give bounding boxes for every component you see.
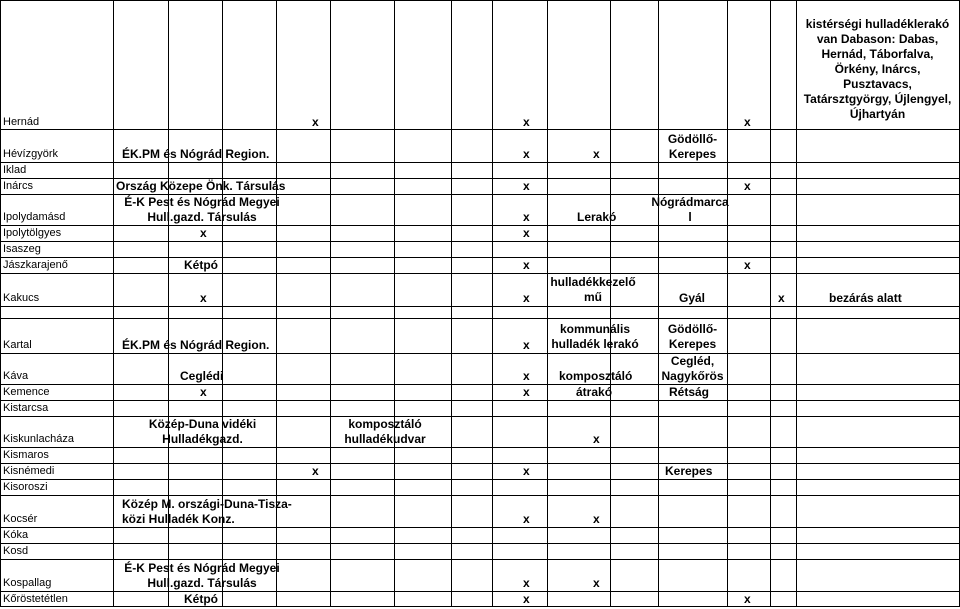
row-name: Kemence xyxy=(3,386,50,398)
mark-x: x xyxy=(312,464,319,478)
org: ÉK.PM és Nógrád Region. xyxy=(122,338,270,352)
org: Közép-Duna vidéki Hulladékgazd. xyxy=(148,417,257,446)
row-name: Kőröstetétlen xyxy=(3,593,68,605)
note: kistérségi hulladéklerakó van Dabason: Dabas, Hernád, Táborfalva, Örkény, Inárcs, Pusztavacs, Tatársztgyörgy, Újlengyel, Újhartyán xyxy=(803,17,952,121)
row-name: Jászkarajenő xyxy=(3,259,68,271)
org: Közép M. országi-Duna-Tisza- közi Hulladék Konz. xyxy=(122,497,292,526)
mark-x: x xyxy=(523,147,530,161)
type: komposztáló xyxy=(559,369,633,383)
component: komposztáló hulladékudvar xyxy=(344,417,426,446)
note: bezárás alatt xyxy=(829,291,902,305)
mark-x: x xyxy=(523,179,530,193)
place: Nógrádmarca l xyxy=(651,195,729,224)
org: Kétpó xyxy=(184,592,218,606)
mark-x: x xyxy=(744,258,751,272)
mark-x: x xyxy=(523,369,530,383)
row-name: Isaszeg xyxy=(3,243,41,255)
mark-x: x xyxy=(593,512,600,526)
row-name: Kisnémedi xyxy=(3,465,55,477)
row-name: Kosd xyxy=(3,545,29,557)
org: ÉK.PM és Nógrád Region. xyxy=(122,147,270,161)
mark-x: x xyxy=(200,226,207,240)
place: Cegléd, Nagykőrös xyxy=(661,354,724,383)
row-name: Inárcs xyxy=(3,180,33,192)
org: Kétpó xyxy=(184,258,218,272)
mark-x: x xyxy=(523,576,530,590)
mark-x: x xyxy=(523,592,530,606)
mark-x: x xyxy=(523,512,530,526)
row-name: Hévízgyörk xyxy=(3,148,59,160)
org: Ország Közepe Önk. Társulás xyxy=(116,179,286,193)
place: Kerepes xyxy=(665,464,713,478)
mark-x: x xyxy=(523,258,530,272)
row-name: Kartal xyxy=(3,339,32,351)
place: Rétság xyxy=(669,385,710,399)
mark-x: x xyxy=(200,291,207,305)
row-name: Hernád xyxy=(3,116,40,128)
mark-x: x xyxy=(744,592,751,606)
row-name: Ipolydamásd xyxy=(3,211,66,223)
mark-x: x xyxy=(744,115,751,129)
type: kommunális hulladék lerakó xyxy=(551,322,639,351)
org: Ceglédi xyxy=(180,369,224,383)
row-name: Kistarcsa xyxy=(3,402,49,414)
mark-x: x xyxy=(593,147,600,161)
type: hulladékkezelő mű xyxy=(550,275,636,304)
mark-x: x xyxy=(523,291,530,305)
row-name: Káva xyxy=(3,370,29,382)
place: Gödöllő- Kerepes xyxy=(667,132,718,161)
mark-x: x xyxy=(523,210,530,224)
mark-x: x xyxy=(523,338,530,352)
place: Gödöllő- Kerepes xyxy=(667,322,718,351)
org: É-K Pest és Nógrád Megyei Hull.gazd. Társulás xyxy=(124,195,280,224)
mark-x: x xyxy=(523,115,530,129)
mark-x: x xyxy=(744,179,751,193)
type: átrakó xyxy=(576,385,613,399)
row-name: Kismaros xyxy=(3,449,49,461)
place: Gyál xyxy=(679,291,706,305)
row-name: Kisoroszi xyxy=(3,481,48,493)
row-name: Kóka xyxy=(3,529,29,541)
mark-x: x xyxy=(200,385,207,399)
row-name: Kospallag xyxy=(3,577,52,589)
mark-x: x xyxy=(523,226,530,240)
mark-x: x xyxy=(523,464,530,478)
row-name: Kakucs xyxy=(3,292,40,304)
row-name: Iklad xyxy=(3,164,27,176)
mark-x: x xyxy=(778,291,785,305)
mark-x: x xyxy=(593,432,600,446)
type: Lerakó xyxy=(577,210,617,224)
mark-x: x xyxy=(523,385,530,399)
mark-x: x xyxy=(312,115,319,129)
row-name: Kocsér xyxy=(3,513,38,525)
row-name: Ipolytölgyes xyxy=(3,227,62,239)
row-name: Kiskunlacháza xyxy=(3,433,74,445)
org: É-K Pest és Nógrád Megyei Hull.gazd. Társulás xyxy=(124,561,280,590)
mark-x: x xyxy=(593,576,600,590)
